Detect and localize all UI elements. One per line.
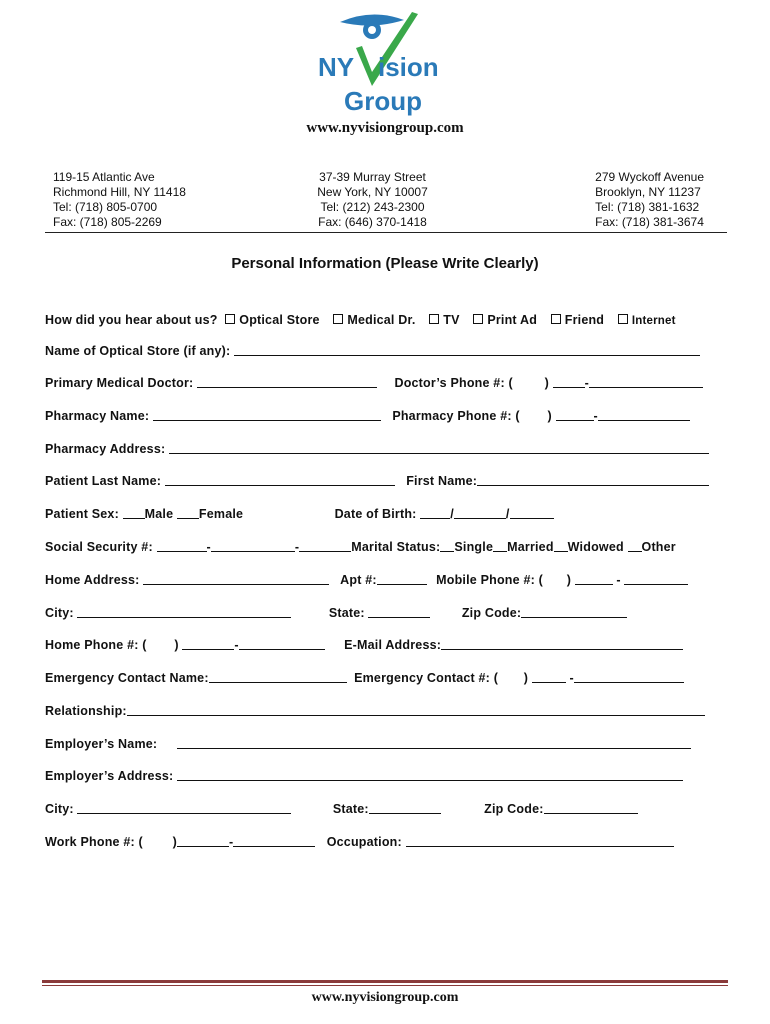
- sex-dob-row: Patient Sex: Male Female Date of Birth: / /: [45, 507, 725, 521]
- state-label: State:: [328, 606, 365, 620]
- pharmacy-address-row: [45, 442, 725, 456]
- office-murray: [285, 170, 460, 230]
- single-field[interactable]: [440, 540, 454, 552]
- doctor-phone-label: Doctor’s Phone #: (: [394, 376, 513, 390]
- work-phone-label: Work Phone #: (: [45, 835, 143, 849]
- employer-address-label: Employer’s Address:: [45, 769, 174, 783]
- relationship-label: Relationship:: [45, 704, 127, 718]
- work-phone-row: Work Phone #: ( ) - Occupation:: [45, 835, 725, 849]
- footer-divider-thin: [42, 985, 728, 986]
- option-label: Medical Dr.: [347, 313, 416, 327]
- relationship-field[interactable]: [127, 704, 705, 716]
- employer-city-field[interactable]: [77, 802, 291, 814]
- zip-field[interactable]: [521, 606, 627, 618]
- medical-dr-checkbox[interactable]: [333, 314, 343, 324]
- pharmacy-address-field[interactable]: [169, 442, 709, 454]
- tv-checkbox[interactable]: [429, 314, 439, 324]
- apt-field[interactable]: [377, 573, 427, 585]
- ssn-part2-field[interactable]: [211, 540, 295, 552]
- office-city: Brooklyn, NY 11237: [595, 185, 701, 199]
- dob-day-field[interactable]: [454, 507, 506, 519]
- emergency-name-field[interactable]: [209, 671, 347, 683]
- employer-name-label: Employer’s Name:: [45, 737, 158, 751]
- office-fax: Fax: (718) 381-3674: [595, 215, 704, 229]
- home-phone-label: Home Phone #: (: [45, 638, 147, 652]
- last-name-label: Patient Last Name:: [45, 474, 162, 488]
- pharmacy-phone-line-field[interactable]: [598, 409, 690, 421]
- office-tel: Tel: (718) 805-0700: [53, 200, 158, 214]
- ssn-part1-field[interactable]: [157, 540, 207, 552]
- employer-city-row: [45, 802, 725, 816]
- office-street: 279 Wyckoff Avenue: [595, 170, 704, 184]
- widowed-label: Widowed: [567, 540, 624, 554]
- mobile-line-field[interactable]: [624, 573, 688, 585]
- zip-label: Zip Code:: [461, 606, 522, 620]
- first-name-field[interactable]: [477, 474, 709, 486]
- office-city: New York, NY 10007: [317, 185, 428, 199]
- occupation-label: Occupation:: [326, 835, 402, 849]
- pharmacy-phone-prefix-field[interactable]: [556, 409, 594, 421]
- office-atlantic: [53, 170, 186, 230]
- work-phone-prefix-field[interactable]: [177, 835, 229, 847]
- office-tel: Tel: (718) 381-1632: [595, 200, 700, 214]
- primary-doctor-row: Primary Medical Doctor: Doctor’s Phone #: ( ) -: [45, 376, 725, 390]
- emergency-prefix-field[interactable]: [532, 671, 566, 683]
- emergency-row: Emergency Contact Name: Emergency Contact #: ( ) -: [45, 671, 725, 685]
- footer-website: www.nyvisiongroup.com: [311, 990, 459, 1005]
- home-phone-email-row: Home Phone #: ( ) - E-Mail Address:: [45, 638, 725, 652]
- ssn-part3-field[interactable]: [299, 540, 351, 552]
- emergency-line-field[interactable]: [574, 671, 684, 683]
- doctor-phone-prefix-field[interactable]: [553, 376, 585, 388]
- other-field[interactable]: [628, 540, 642, 552]
- ssn-marital-row: Social Security #: - - Marital Status: Single Married Widowed Other: [45, 540, 676, 554]
- email-label: E-Mail Address:: [344, 638, 442, 652]
- home-address-label: Home Address:: [45, 573, 140, 587]
- state-field[interactable]: [368, 606, 430, 618]
- home-address-field[interactable]: [143, 573, 329, 585]
- city-state-row: [45, 606, 725, 620]
- office-street: 37-39 Murray Street: [319, 170, 426, 184]
- occupation-field[interactable]: [406, 835, 674, 847]
- emergency-phone-label: Emergency Contact #: (: [354, 671, 499, 685]
- work-phone-line-field[interactable]: [233, 835, 315, 847]
- pharmacy-phone-label: Pharmacy Phone #: (: [392, 409, 520, 423]
- office-wyckoff: [595, 170, 704, 230]
- optical-store-checkbox[interactable]: [225, 314, 235, 324]
- header-divider: [45, 232, 727, 233]
- employer-address-row: [45, 769, 725, 783]
- option-label: Internet: [631, 315, 676, 327]
- doctor-phone-line-field[interactable]: [589, 376, 703, 388]
- city-label: City:: [45, 606, 74, 620]
- option-label: Friend: [564, 313, 605, 327]
- dob-label: Date of Birth:: [334, 507, 417, 521]
- ny-vision-group-logo: [0, 0, 770, 120]
- dob-year-field[interactable]: [510, 507, 554, 519]
- widowed-field[interactable]: [554, 540, 568, 552]
- header-website: www.nyvisiongroup.com: [306, 120, 464, 136]
- eye-icon: [340, 14, 404, 39]
- employer-state-label: State:: [332, 802, 369, 816]
- other-label: Other: [641, 540, 676, 554]
- email-field[interactable]: [441, 638, 683, 650]
- primary-doctor-field[interactable]: [197, 376, 377, 388]
- male-field[interactable]: [123, 507, 145, 519]
- pharmacy-name-label: Pharmacy Name:: [45, 409, 150, 423]
- married-field[interactable]: [493, 540, 507, 552]
- primary-doctor-label: Primary Medical Doctor:: [45, 376, 194, 390]
- apt-label: Apt #:: [340, 573, 377, 587]
- office-fax: Fax: (646) 370-1418: [318, 215, 427, 229]
- home-phone-line-field[interactable]: [239, 638, 325, 650]
- optical-store-row: [45, 344, 725, 358]
- ssn-label: Social Security #:: [45, 540, 153, 554]
- office-street: 119-15 Atlantic Ave: [53, 170, 155, 184]
- option-label: Optical Store: [239, 313, 320, 327]
- employer-zip-field[interactable]: [544, 802, 638, 814]
- logo-group: Group: [344, 86, 422, 116]
- home-address-row: Home Address: Apt #: Mobile Phone #: ( ) -: [45, 573, 725, 587]
- last-name-field[interactable]: [165, 474, 395, 486]
- friend-checkbox[interactable]: [551, 314, 561, 324]
- print-ad-checkbox[interactable]: [473, 314, 483, 324]
- emergency-name-label: Emergency Contact Name:: [45, 671, 209, 685]
- form-title: Personal Information (Please Write Clearly): [231, 255, 539, 272]
- employer-zip-label: Zip Code:: [484, 802, 544, 816]
- internet-checkbox[interactable]: [618, 314, 628, 324]
- mobile-phone-label: Mobile Phone #: (: [436, 573, 543, 587]
- option-label: TV: [443, 313, 460, 327]
- office-tel: Tel: (212) 243-2300: [320, 200, 425, 214]
- patient-name-row: [45, 474, 725, 488]
- first-name-label: First Name:: [406, 474, 478, 488]
- option-label: Print Ad: [487, 313, 538, 327]
- female-label: Female: [198, 507, 244, 521]
- office-city: Richmond Hill, NY 11418: [53, 185, 186, 199]
- dob-month-field[interactable]: [420, 507, 450, 519]
- optical-store-label: Name of Optical Store (if any):: [45, 344, 231, 358]
- mobile-prefix-field[interactable]: [575, 573, 613, 585]
- home-phone-prefix-field[interactable]: [182, 638, 234, 650]
- pharmacy-address-label: Pharmacy Address:: [45, 442, 166, 456]
- employer-state-field[interactable]: [369, 802, 441, 814]
- employer-city-label: City:: [45, 802, 74, 816]
- married-label: Married: [507, 540, 554, 554]
- relationship-row: [45, 704, 725, 718]
- male-label: Male: [144, 507, 174, 521]
- hear-about-label: How did you hear about us?: [45, 313, 218, 327]
- pharmacy-row: Pharmacy Name: Pharmacy Phone #: ( ) -: [45, 409, 725, 423]
- employer-name-row: [45, 737, 725, 751]
- female-field[interactable]: [177, 507, 199, 519]
- footer-divider: [42, 980, 728, 983]
- optical-store-field[interactable]: [234, 344, 700, 356]
- hear-about-row: [45, 313, 725, 327]
- single-label: Single: [454, 540, 494, 554]
- pharmacy-name-field[interactable]: [153, 409, 381, 421]
- marital-label: Marital Status:: [351, 540, 441, 554]
- city-field[interactable]: [77, 606, 291, 618]
- logo-ny: NY: [318, 52, 355, 82]
- office-fax: Fax: (718) 805-2269: [53, 215, 162, 229]
- logo-ision: ision: [378, 52, 439, 82]
- employer-address-field[interactable]: [177, 769, 683, 781]
- sex-label: Patient Sex:: [45, 507, 119, 521]
- employer-name-field[interactable]: [177, 737, 691, 749]
